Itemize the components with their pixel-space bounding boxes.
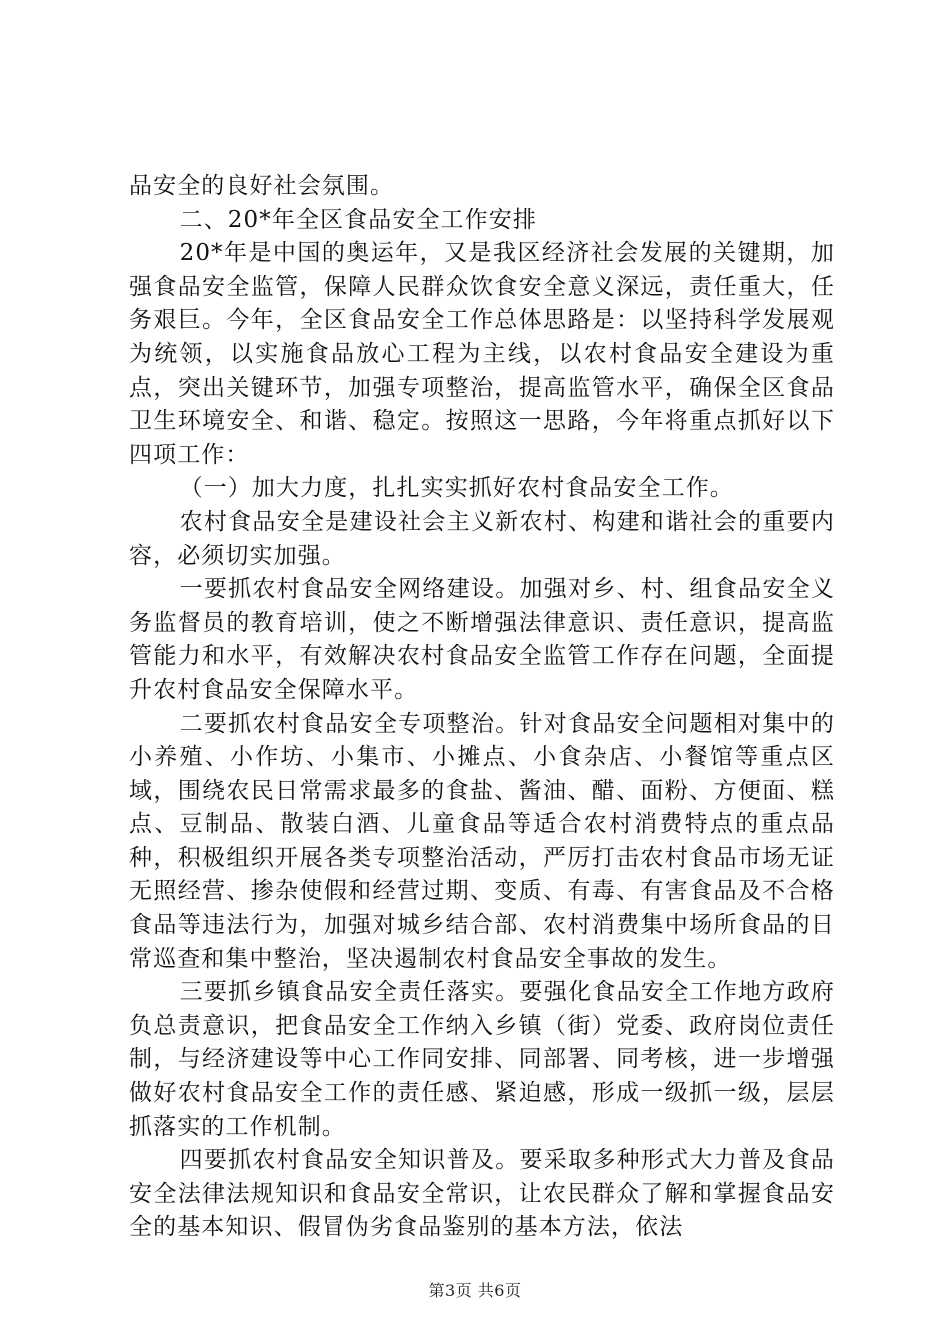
paragraph-item-4: 四要抓农村食品安全知识普及。要采取多种形式大力普及食品安全法律法规知识和食品安全常识，让农民群众了解和掌握食品安全的基本知识、假冒伪劣食品鉴别的基本方法，依法 bbox=[129, 1147, 835, 1241]
page-footer: 第3页 共6页 bbox=[428, 1281, 522, 1300]
paragraph-item-2: 二要抓农村食品安全专项整治。针对食品安全问题相对集中的小养殖、小作坊、小集市、小摊点、小食杂店、小餐馆等重点区域，围绕农民日常需求最多的食盐、酱油、醋、面粉、方便面、糕点、豆制品、散装白酒、儿童食品等适合农村消费特点的重点品种，积极组织开展各类专项整治活动，严厉打击农村食品市场无证无照经营、掺杂使假和经营过期、变质、有毒、有害食品及不合格食品等违法行为，加强对城乡结合部、农村消费集中场所食品的日常巡查和集中整治，坚决遏制农村食品安全事故的发生。 bbox=[129, 710, 835, 972]
paragraph-intro: 农村食品安全是建设社会主义新农村、构建和谐社会的重要内容，必须切实加强。 bbox=[129, 508, 835, 569]
document-body bbox=[129, 170, 835, 1245]
paragraph-continuation: 品安全的良好社会氛围。 bbox=[129, 173, 395, 199]
section-heading: 二、20*年全区食品安全工作安排 bbox=[179, 206, 537, 233]
subsection-heading: （一）加大力度，扎扎实实抓好农村食品安全工作。 bbox=[179, 475, 734, 502]
paragraph-item-3: 三要抓乡镇食品安全责任落实。要强化食品安全工作地方政府负总责意识，把食品安全工作纳入乡镇（街）党委、政府岗位责任制，与经济建设等中心工作同安排、同部署、同考核，进一步增强做好农村食品安全工作的责任感、紧迫感，形成一级抓一级，层层抓落实的工作机制。 bbox=[129, 979, 835, 1140]
paragraph-overview: 20*年是中国的奥运年，又是我区经济社会发展的关键期，加强食品安全监管，保障人民群众饮食安全意义深远，责任重大，任务艰巨。今年，全区食品安全工作总体思路是：以坚持科学发展观为统领，以实施食品放心工程为主线，以农村食品安全建设为重点，突出关键环节，加强专项整治，提高监管水平，确保全区食品卫生环境安全、和谐、稳定。按照这一思路，今年将重点抓好以下四项工作： bbox=[129, 240, 835, 468]
paragraph-item-1: 一要抓农村食品安全网络建设。加强对乡、村、组食品安全义务监督员的教育培训，使之不断增强法律意识、责任意识，提高监管能力和水平，有效解决农村食品安全监管工作存在问题，全面提升农村食品安全保障水平。 bbox=[129, 576, 835, 703]
